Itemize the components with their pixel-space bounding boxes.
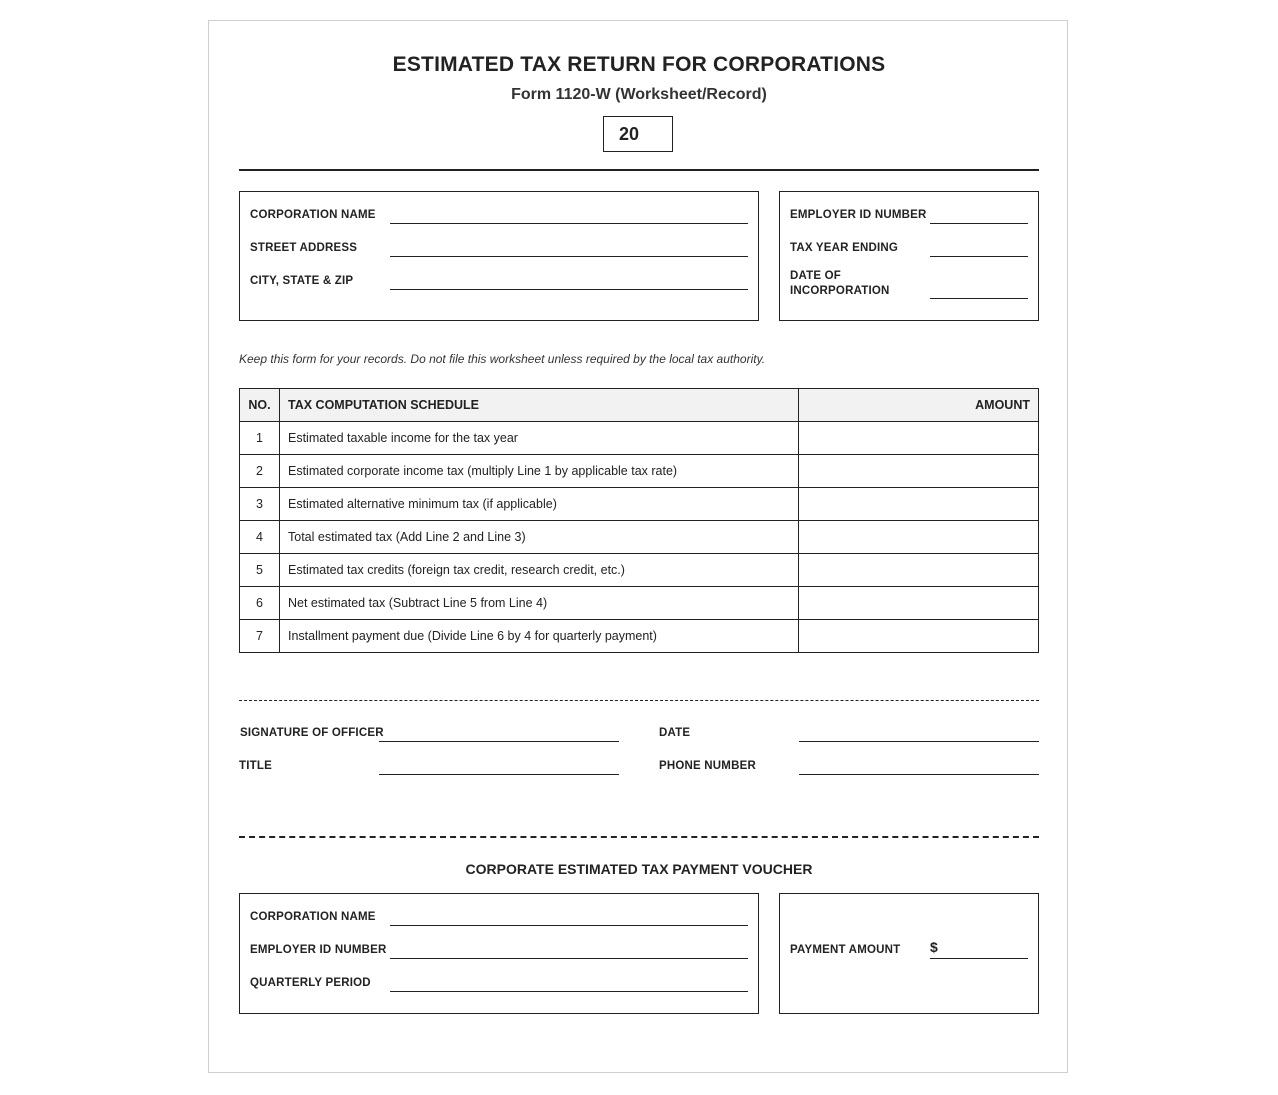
phone-number-label: PHONE NUMBER [659, 760, 756, 772]
voucher-employer-id-label: EMPLOYER ID NUMBER [250, 944, 387, 956]
payment-amount-box [779, 893, 1039, 1014]
table-row [240, 488, 1039, 521]
row-number: 7 [240, 620, 280, 653]
row-description: Estimated corporate income tax (multiply Line 1 by applicable tax rate) [280, 455, 799, 488]
tax-computation-table [239, 388, 1039, 653]
row-amount-field[interactable] [799, 455, 1039, 488]
row-description: Total estimated tax (Add Line 2 and Line 3) [280, 521, 799, 554]
row-description: Estimated alternative minimum tax (if applicable) [280, 488, 799, 521]
city-state-zip-field[interactable] [390, 289, 748, 290]
row-description: Estimated taxable income for the tax year [280, 422, 799, 455]
signature-of-officer-label: SIGNATURE OF OFFICER [240, 727, 384, 739]
phone-number-field[interactable] [799, 774, 1039, 775]
corporation-name-field[interactable] [390, 223, 748, 224]
row-description: Estimated tax credits (foreign tax credit, research credit, etc.) [280, 554, 799, 587]
row-number: 2 [240, 455, 280, 488]
column-header-schedule: TAX COMPUTATION SCHEDULE [280, 389, 799, 422]
row-amount-field[interactable] [799, 620, 1039, 653]
date-field[interactable] [799, 741, 1039, 742]
table-row [240, 554, 1039, 587]
row-number: 3 [240, 488, 280, 521]
column-header-amount: AMOUNT [799, 389, 1039, 422]
date-of-incorporation-label-line2: INCORPORATION [790, 285, 890, 297]
row-amount-field[interactable] [799, 521, 1039, 554]
column-header-no: NO. [240, 389, 280, 422]
employer-info-box [779, 191, 1039, 321]
row-number: 5 [240, 554, 280, 587]
row-number: 6 [240, 587, 280, 620]
payment-amount-field[interactable] [930, 958, 1028, 959]
quarterly-period-label: QUARTERLY PERIOD [250, 977, 371, 989]
header-divider [239, 169, 1039, 171]
employer-id-field[interactable] [930, 223, 1028, 224]
form-title: ESTIMATED TAX RETURN FOR CORPORATIONS [392, 53, 886, 76]
voucher-info-box [239, 893, 759, 1014]
row-description: Installment payment due (Divide Line 6 by 4 for quarterly payment) [280, 620, 799, 653]
voucher-corporation-name-label: CORPORATION NAME [250, 911, 376, 923]
row-amount-field[interactable] [799, 587, 1039, 620]
records-note: Keep this form for your records. Do not file this worksheet unless required by the local tax authority. [239, 352, 766, 366]
date-of-incorporation-field[interactable] [930, 298, 1028, 299]
row-amount-field[interactable] [799, 554, 1039, 587]
year-field[interactable]: 20 [603, 116, 673, 152]
date-of-incorporation-label [790, 269, 890, 299]
table-row [240, 455, 1039, 488]
row-description: Net estimated tax (Subtract Line 5 from Line 4) [280, 587, 799, 620]
corporation-name-label: CORPORATION NAME [250, 209, 376, 221]
table-header-row [240, 389, 1039, 422]
title-label: TITLE [239, 760, 272, 772]
table-row [240, 422, 1039, 455]
voucher-cut-line [239, 836, 1039, 838]
row-number: 4 [240, 521, 280, 554]
voucher-corporation-name-field[interactable] [390, 925, 748, 926]
row-number: 1 [240, 422, 280, 455]
date-label: DATE [659, 727, 691, 739]
tax-year-ending-field[interactable] [930, 256, 1028, 257]
tax-year-ending-label: TAX YEAR ENDING [790, 242, 899, 254]
dollar-sign-icon: $ [930, 939, 938, 955]
signature-divider [239, 700, 1039, 701]
quarterly-period-field[interactable] [390, 991, 748, 992]
signature-of-officer-field[interactable] [379, 741, 619, 742]
form-subtitle: Form 1120-W (Worksheet/Record) [511, 86, 767, 103]
city-state-zip-label: CITY, STATE & ZIP [250, 275, 354, 287]
form-page [208, 20, 1068, 1073]
row-amount-field[interactable] [799, 488, 1039, 521]
payment-amount-label: PAYMENT AMOUNT [790, 944, 901, 956]
title-field[interactable] [379, 774, 619, 775]
table-row [240, 620, 1039, 653]
row-amount-field[interactable] [799, 422, 1039, 455]
table-row [240, 587, 1039, 620]
table-row [240, 521, 1039, 554]
employer-id-label: EMPLOYER ID NUMBER [790, 209, 927, 221]
voucher-employer-id-field[interactable] [390, 958, 748, 959]
street-address-label: STREET ADDRESS [250, 242, 358, 254]
voucher-title: CORPORATE ESTIMATED TAX PAYMENT VOUCHER [465, 861, 813, 877]
street-address-field[interactable] [390, 256, 748, 257]
corporation-info-box [239, 191, 759, 321]
date-of-incorporation-label-line1: DATE OF [790, 270, 842, 282]
